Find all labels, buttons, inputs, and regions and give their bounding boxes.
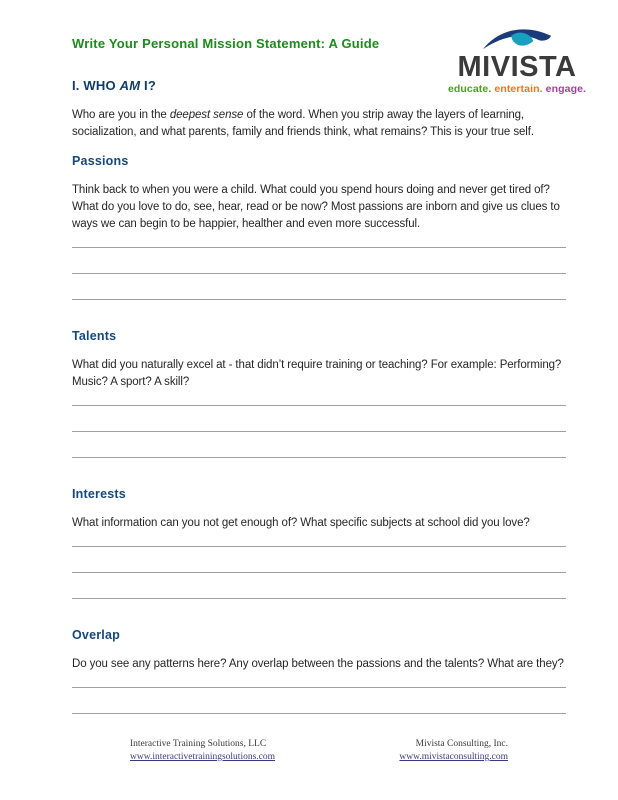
answer-lines-group <box>72 233 566 300</box>
footer-link-left[interactable]: www.interactivetrainingsolutions.com <box>130 752 276 762</box>
section-talents <box>72 328 566 458</box>
tagline-engage: engage. <box>545 83 587 96</box>
answer-line <box>72 274 566 300</box>
section-interests <box>72 486 566 599</box>
footer-right <box>399 738 508 764</box>
section-heading-talents: Talents <box>72 329 117 343</box>
answer-line <box>72 532 566 547</box>
section-paragraph: Do you see any patterns here? Any overlap between the passions and the talents? What are they? <box>72 658 564 670</box>
section-heading-interests: Interests <box>72 487 126 501</box>
answer-line <box>72 248 566 274</box>
footer-left <box>130 738 275 764</box>
answer-lines-group <box>72 673 566 714</box>
brand-wordmark: MIVISTA <box>457 51 577 83</box>
section-heading-who-am-i: I. WHO AM I? <box>72 78 157 93</box>
footer-company-left: Interactive Training Solutions, LLC <box>130 739 267 749</box>
footer-link-right[interactable]: www.mivistaconsulting.com <box>399 752 508 762</box>
section-passions <box>72 153 566 300</box>
answer-lines-group <box>72 532 566 599</box>
answer-line <box>72 673 566 688</box>
answer-line <box>72 688 566 714</box>
section-heading-overlap: Overlap <box>72 628 120 642</box>
footer-company-right: Mivista Consulting, Inc. <box>415 739 508 749</box>
brand-tagline <box>438 83 596 95</box>
answer-line <box>72 573 566 599</box>
answer-line <box>72 547 566 573</box>
section-paragraph: What information can you not get enough of? What specific subjects at school did you love? <box>72 517 530 529</box>
answer-lines-group <box>72 391 566 458</box>
answer-line <box>72 432 566 458</box>
section-paragraph: What did you naturally excel at - that didn’t require training or teaching? For example: Performing? Music? A sport? A skill? <box>72 359 562 388</box>
document-footer <box>72 738 566 764</box>
mivista-logo <box>438 22 596 95</box>
tagline-educate: educate. <box>447 83 492 96</box>
page-title: Write Your Personal Mission Statement: A Guide <box>72 36 380 51</box>
section-overlap <box>72 627 566 714</box>
answer-line <box>72 391 566 406</box>
answer-line <box>72 233 566 248</box>
section-paragraph: Think back to when you were a child. What could you spend hours doing and never get tired of? What do you love to do, see, hear, read or be now? Most passions are inborn and give us clues to ways we can begin to be happier, healther and even more successful. <box>72 184 560 230</box>
eye-icon <box>480 22 554 54</box>
intro-paragraph: Who are you in the deepest sense of the word. When you strip away the layers of learning, socialization, and what parents, family and friends think, what remains? This is your true self. <box>72 109 534 138</box>
section-heading-passions: Passions <box>72 154 129 168</box>
answer-line <box>72 406 566 432</box>
tagline-entertain: entertain. <box>494 83 543 96</box>
